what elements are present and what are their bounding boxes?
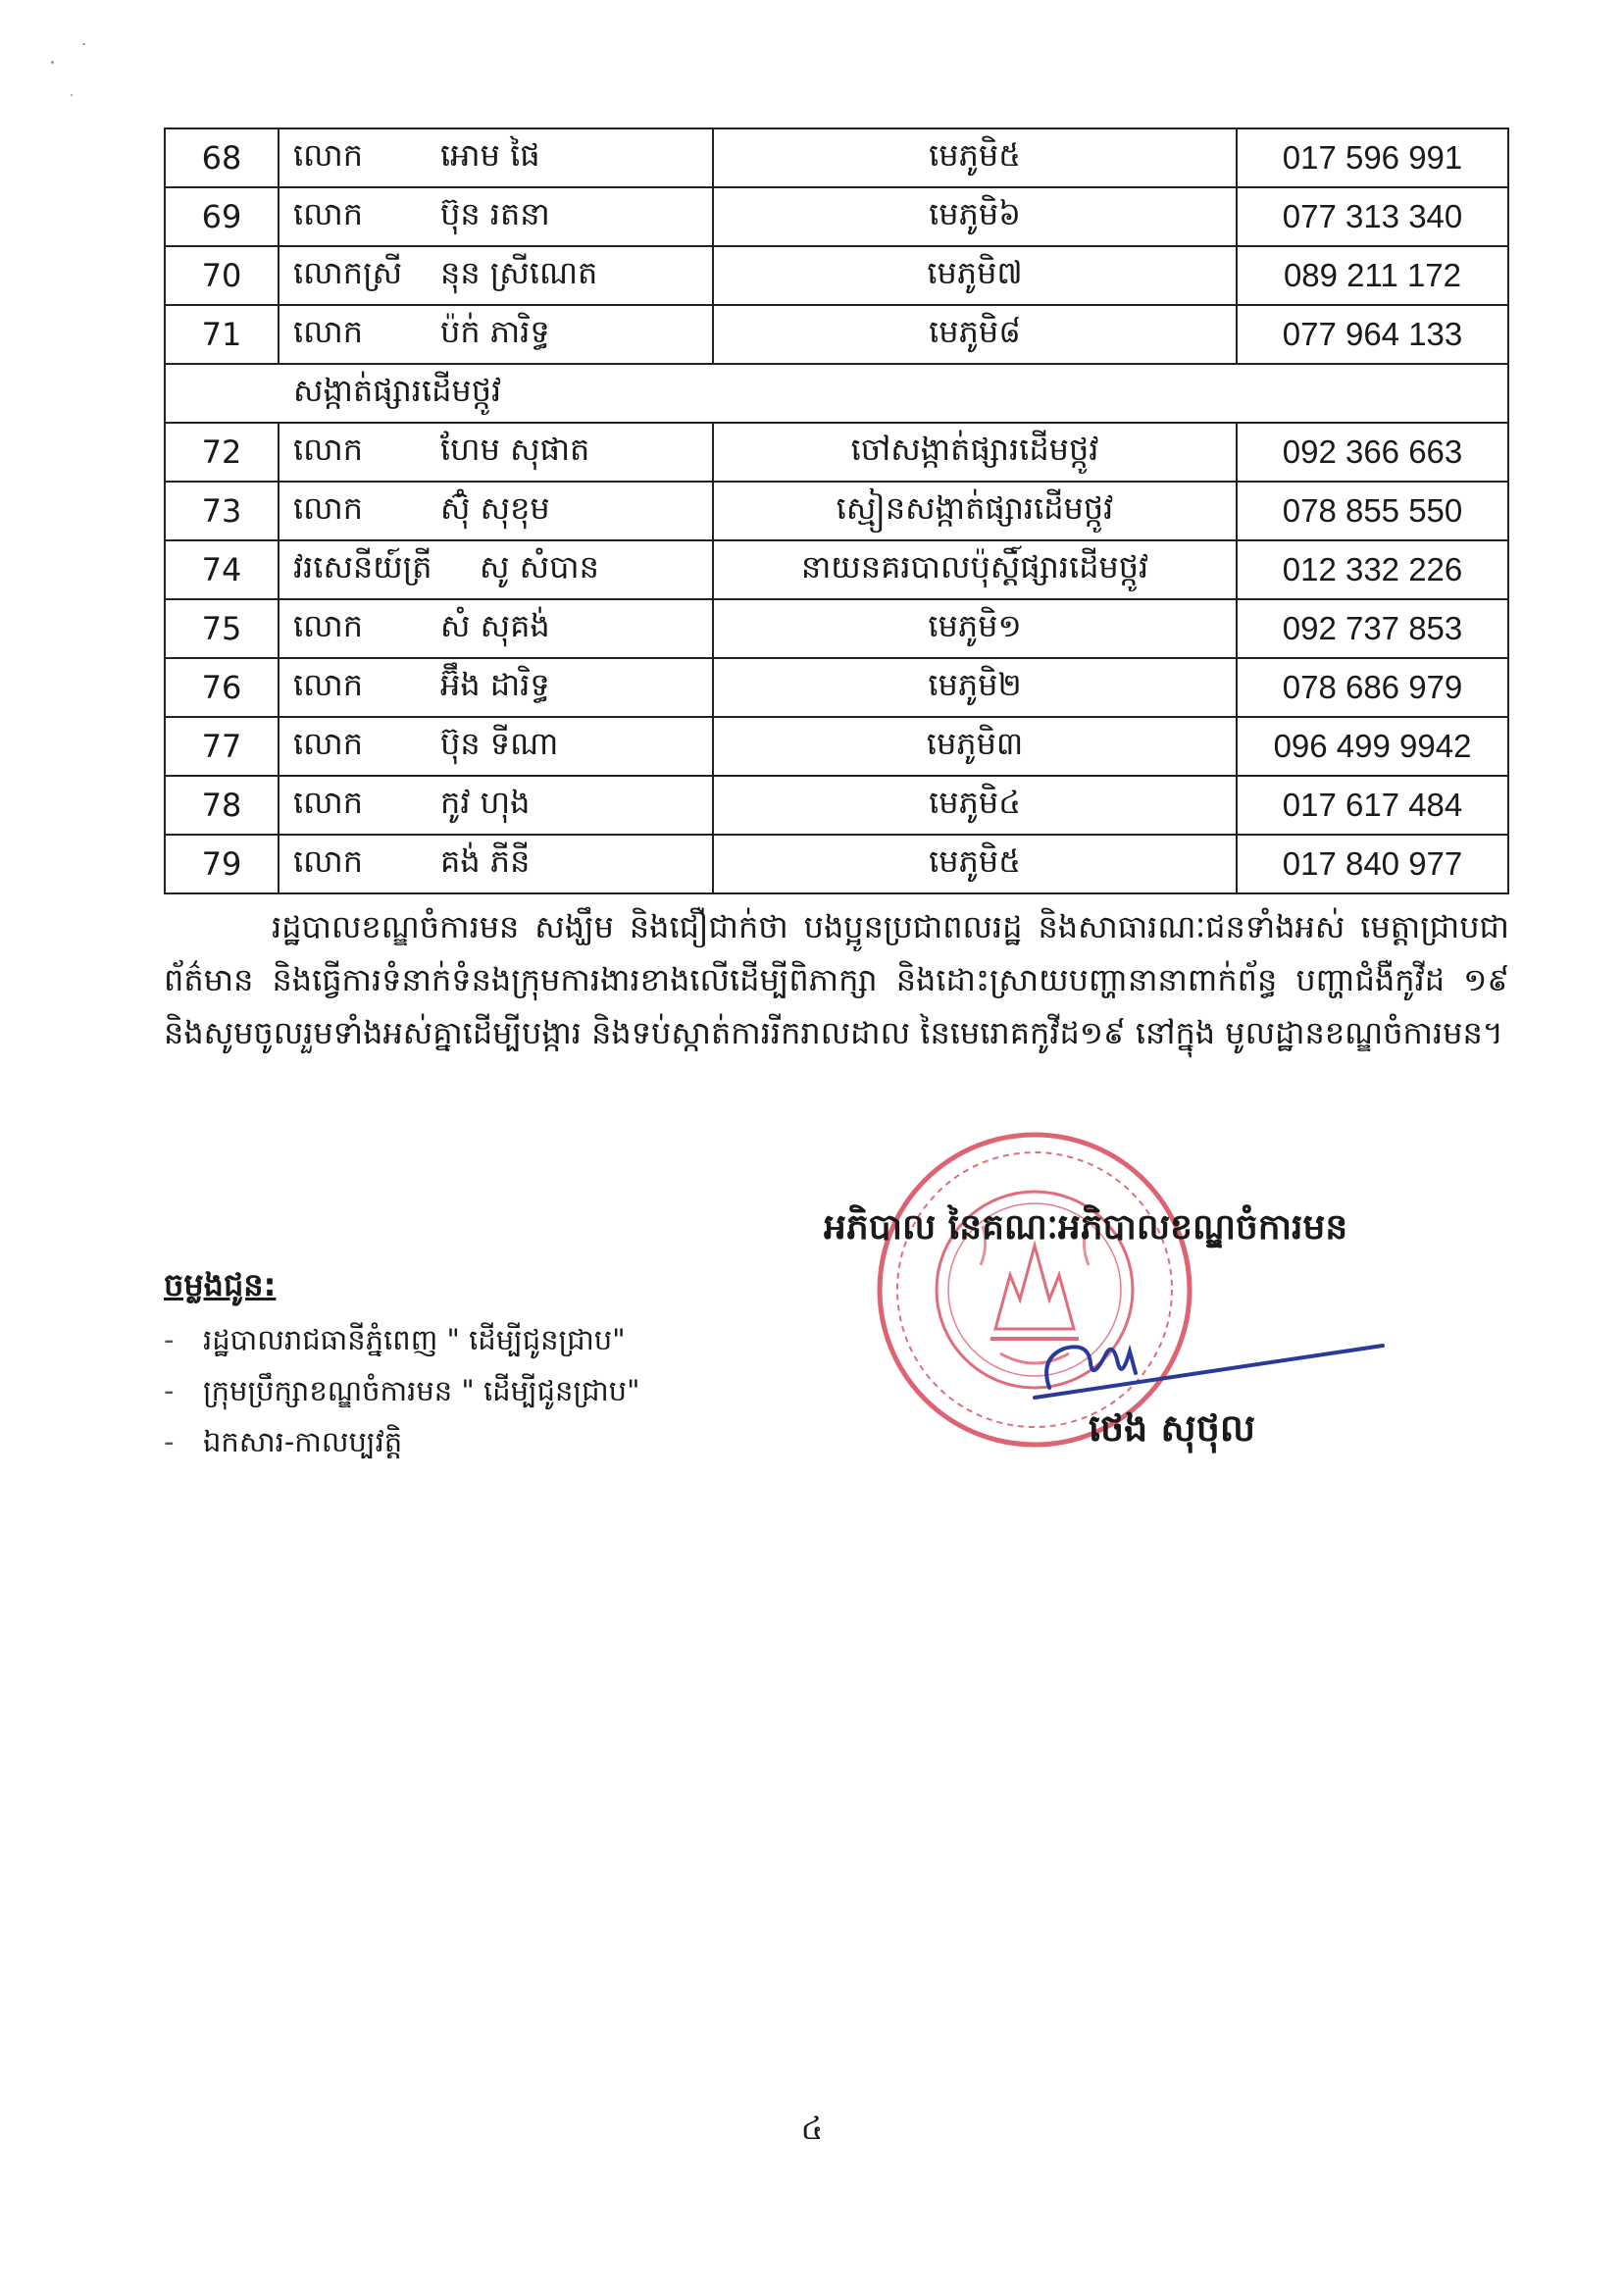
- section-row: [165, 364, 1508, 423]
- phone-cell: 078 855 550: [1237, 482, 1508, 540]
- role-cell: មេភូមិ១: [713, 599, 1237, 658]
- person-cell: [279, 540, 713, 599]
- role-cell: មេភូមិ៥: [713, 835, 1237, 893]
- scan-speck: [71, 94, 73, 96]
- person-title: លោក: [293, 724, 364, 762]
- row-number: 72: [165, 423, 279, 482]
- row-number: 76: [165, 658, 279, 717]
- role-cell: មេភូមិ៧: [713, 246, 1237, 305]
- person-name: សូ សំបាន: [480, 547, 599, 586]
- person-cell: [279, 187, 713, 246]
- phone-cell: 092 737 853: [1237, 599, 1508, 658]
- person-name: ប៉ក់ ភារិទ្ធ: [440, 312, 550, 350]
- row-number: 77: [165, 717, 279, 776]
- person-cell: [279, 599, 713, 658]
- row-number: 70: [165, 246, 279, 305]
- phone-cell: 017 596 991: [1237, 128, 1508, 187]
- person-name: ប៊ុន រតនា: [440, 194, 550, 232]
- row-number: 75: [165, 599, 279, 658]
- role-cell: មេភូមិ៤: [713, 776, 1237, 835]
- row-number: 74: [165, 540, 279, 599]
- role-cell: មេភូមិ៣: [713, 717, 1237, 776]
- person-name: អ៊ឹង ដារិទ្ធ: [440, 665, 550, 703]
- phone-cell: 078 686 979: [1237, 658, 1508, 717]
- contact-table: [164, 127, 1509, 894]
- table-row: [165, 246, 1508, 305]
- phone-cell: 089 211 172: [1237, 246, 1508, 305]
- person-name: ប៊ុន ទីណា: [440, 724, 559, 762]
- table-row: [165, 599, 1508, 658]
- person-title: វរសេនីយ៍ត្រី: [293, 547, 432, 586]
- person-title: លោក: [293, 488, 364, 527]
- row-number: 78: [165, 776, 279, 835]
- person-cell: [279, 128, 713, 187]
- person-name: នុន ស្រីណេត: [440, 253, 598, 291]
- person-name: កូវ ហុង: [440, 783, 531, 821]
- role-cell: មេភូមិ២: [713, 658, 1237, 717]
- table-row: [165, 540, 1508, 599]
- table-row: [165, 776, 1508, 835]
- person-name: អោម ផៃ: [440, 135, 540, 174]
- phone-cell: 077 964 133: [1237, 305, 1508, 364]
- phone-cell: 092 366 663: [1237, 423, 1508, 482]
- cc-item-text: ឯកសារ-កាលប្បវត្តិ: [203, 1425, 403, 1458]
- table-row: [165, 423, 1508, 482]
- person-title: លោក: [293, 194, 364, 232]
- cc-item: [164, 1416, 639, 1467]
- role-cell: នាយនគរបាលប៉ុស្តិ៍ផ្សារដើមថ្កូវ: [713, 540, 1237, 599]
- table-body-top: [165, 128, 1508, 893]
- row-number: 69: [165, 187, 279, 246]
- bullet-dash-icon: -: [164, 1374, 175, 1407]
- person-cell: [279, 423, 713, 482]
- page-number: ៤: [800, 2110, 824, 2147]
- row-number: 79: [165, 835, 279, 893]
- row-number: 73: [165, 482, 279, 540]
- person-cell: [279, 658, 713, 717]
- table-row: [165, 305, 1508, 364]
- person-title: លោក: [293, 841, 364, 880]
- bullet-dash-icon: -: [164, 1425, 175, 1458]
- person-title: លោក: [293, 312, 364, 350]
- signatory-title: អភិបាល នៃគណៈអភិបាលខណ្ឌចំការមន: [824, 1207, 1348, 1248]
- phone-cell: 017 840 977: [1237, 835, 1508, 893]
- person-title: លោក: [293, 430, 364, 468]
- person-cell: [279, 835, 713, 893]
- phone-cell: 017 617 484: [1237, 776, 1508, 835]
- table-row: [165, 835, 1508, 893]
- row-number: 71: [165, 305, 279, 364]
- person-title: លោក: [293, 665, 364, 703]
- person-title: លោក: [293, 606, 364, 644]
- table-row: [165, 482, 1508, 540]
- person-name: សំ សុគង់: [440, 606, 550, 644]
- person-title: លោក: [293, 783, 364, 821]
- cc-heading: ចម្លងជូន:: [164, 1266, 277, 1303]
- person-name: ហែម សុផាត: [440, 430, 590, 468]
- person-cell: [279, 717, 713, 776]
- role-cell: មេភូមិ៥: [713, 128, 1237, 187]
- table-row: [165, 128, 1508, 187]
- person-cell: [279, 246, 713, 305]
- role-cell: ស្មៀនសង្កាត់ផ្សារដើមថ្កូវ: [713, 482, 1237, 540]
- role-cell: ចៅសង្កាត់ផ្សារដើមថ្កូវ: [713, 423, 1237, 482]
- closing-paragraph-text: រដ្ឋបាលខណ្ឌចំការមន សង្ឃឹម និងជឿជាក់ថា បងប្អូនប្រជាពលរដ្ឋ និងសាធារណៈជនទាំងអស់ មេត្តាជ្រាបជាព័ត៌មាន និងធ្វើការទំនាក់ទំនងក្រុមការងារខាងលើដើម្បីពិភាក្សា និងដោះស្រាយបញ្ហានានាពាក់ព័ន្ធ បញ្ហាជំងឺកូវីដ ១៩ និងសូមចូលរួមទាំងអស់គ្នាដើម្បីបង្ការ និងទប់ស្កាត់ការរីករាលដាល នៃមេរោគកូវីដ១៩ នៅក្នុង មូលដ្ឋានខណ្ឌចំការមន។: [164, 908, 1509, 1051]
- cc-item-text: ក្រុមប្រឹក្សាខណ្ឌចំការមន " ដើម្បីជូនជ្រាប": [203, 1374, 640, 1407]
- closing-paragraph: [164, 900, 1509, 1059]
- person-cell: [279, 305, 713, 364]
- scan-speck: [82, 43, 85, 45]
- table-row: [165, 187, 1508, 246]
- person-cell: [279, 776, 713, 835]
- person-cell: [279, 482, 713, 540]
- bullet-dash-icon: -: [164, 1323, 175, 1356]
- cc-item-text: រដ្ឋបាលរាជធានីភ្នំពេញ " ដើម្បីជូនជ្រាប": [203, 1323, 626, 1356]
- person-title: លោក: [293, 135, 364, 174]
- scan-speck: [51, 61, 54, 64]
- cc-item: [164, 1365, 639, 1416]
- person-name: គង់ ភីនី: [440, 841, 531, 880]
- cc-list: [164, 1314, 639, 1467]
- phone-cell: 012 332 226: [1237, 540, 1508, 599]
- person-title: លោកស្រី: [293, 253, 403, 291]
- role-cell: មេភូមិ៦: [713, 187, 1237, 246]
- phone-cell: 077 313 340: [1237, 187, 1508, 246]
- role-cell: មេភូមិ៨: [713, 305, 1237, 364]
- person-name: ស៊ុំ សុខុម: [440, 488, 550, 527]
- phone-cell: 096 499 9942: [1237, 717, 1508, 776]
- table-row: [165, 717, 1508, 776]
- table-row: [165, 658, 1508, 717]
- section-label: សង្កាត់ផ្សារដើមថ្កូវ: [165, 364, 1508, 423]
- cc-item: [164, 1314, 639, 1365]
- row-number: 68: [165, 128, 279, 187]
- signatory-name: ថេង សុថុល: [1089, 1406, 1256, 1450]
